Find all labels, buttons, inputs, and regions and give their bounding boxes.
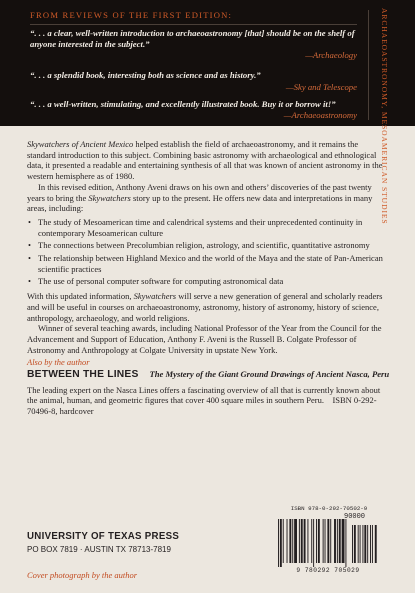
also-by-blurb: The leading expert on the Nasca Lines offers a fascinating overview of all that is currently known about the animal, human, and geometric figures that cover 400 square miles in southern Peru. ISBN 0-292-70496-8, hardcover: [27, 384, 381, 417]
also-by-title: BETWEEN THE LINES: [27, 369, 139, 381]
review-quote: “. . . a splendid book, interesting both as science and as history.”: [30, 70, 261, 80]
list-item: • The study of Mesoamerican time and calendrical systems and their unprecedented continuity in contemporary Mesoamerican culture: [28, 216, 363, 238]
bullet-icon: •: [28, 240, 31, 251]
list-item: • The relationship between Highland Mexico and the world of the Maya and the state of Pan-American scientific practices: [28, 253, 383, 274]
publisher-name: UNIVERSITY OF TEXAS PRESS: [27, 531, 180, 542]
spine-category-text: ARCHAEOASTRONOMY, MESOAMERICAN STUDIES: [380, 8, 389, 225]
list-item: • The use of personal computer software for computing astronomical data: [28, 276, 284, 287]
topics-list: [27, 217, 383, 287]
review-quote: “. . . a well-written, stimulating, and excellently illustrated book. Buy it or borrow it!”: [30, 99, 336, 109]
heading-rule: [30, 24, 357, 25]
spine-rule: [368, 10, 369, 120]
isbn-barcode: [276, 513, 380, 572]
review-source: —Sky and Telescope: [285, 82, 357, 92]
price-code: 90000: [344, 513, 366, 521]
description-paragraph: With this updated information, Skywatchers will serve a new generation of general and scholarly readers and will be useful in courses on archaeoastronomy, astronomy, history of astronomy, history of science, anthropology, archaeology, and world religions.: [27, 291, 383, 323]
review-source: —Archaeoastronomy: [283, 110, 357, 120]
description-paragraph: Skywatchers of Ancient Mexico helped establish the field of archaeoastronomy, and it remains the standard introduction to this subject. Combining basic astronomy with archaeological and ethnological data, it presented a readable and entertaining synthesis of all that was known of ancient astronomy in the western hemisphere as of 1980.: [27, 139, 383, 182]
book-title: Skywatchers of Ancient Mexico: [27, 139, 134, 149]
book-description: [27, 139, 390, 417]
also-by-label: Also by the author: [27, 357, 90, 368]
description-paragraph: In this revised edition, Anthony Aveni draws on his own and others’ discoveries of the past twenty years to bring the Skywatchers story up to the present. He offers new data and interpretations in many areas, including:: [27, 181, 373, 214]
book-title: Skywatchers: [133, 291, 177, 302]
author-bio: Winner of several teaching awards, including National Professor of the Year from the Council for the Advancement and Support of Education, Anthony F. Aveni is the Russell B. Colgate Professor of Astronomy and Anthropology at Colgate University in upstate New York.: [27, 323, 382, 355]
bullet-icon: •: [28, 216, 31, 227]
publisher-address: PO BOX 7819 · AUSTIN TX 78713-7819: [27, 545, 171, 554]
isbn-label: ISBN 978-0-292-70502-9: [290, 505, 368, 512]
reviews-heading: FROM REVIEWS OF THE FIRST EDITION:: [30, 10, 233, 20]
spine-category: [375, 8, 403, 225]
also-by-book: [27, 369, 390, 381]
list-item: • The connections between Precolumbian religion, astrology, and scientific, quantitative astronomy: [28, 240, 370, 251]
also-by-subtitle: The Mystery of the Giant Ground Drawings of Ancient Nasca, Peru: [149, 369, 390, 380]
review-quote: “. . . a clear, well-written introduction to archaeoastronomy [that] should be on the shelf of anyone interested in the subject.”: [30, 28, 355, 49]
book-title: Skywatchers: [88, 192, 131, 203]
cover-credit: Cover photograph by the author: [27, 570, 138, 580]
bullet-icon: •: [28, 276, 31, 287]
bullet-icon: •: [28, 253, 31, 264]
barcode-number: 9 780292 705029: [296, 567, 360, 574]
review-source: —Archaeology: [305, 50, 357, 60]
